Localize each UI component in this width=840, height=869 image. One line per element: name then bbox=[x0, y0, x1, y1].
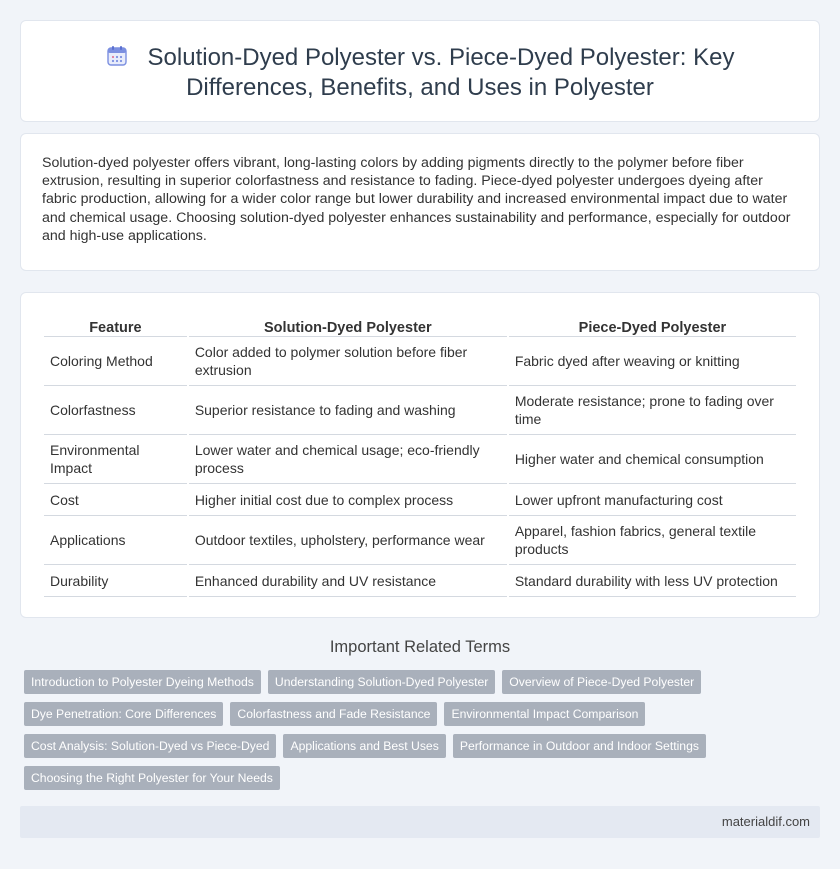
related-terms-list bbox=[24, 670, 804, 798]
tag-row bbox=[24, 670, 804, 702]
related-term-tag[interactable]: Cost Analysis: Solution-Dyed vs Piece-Dyed bbox=[24, 734, 276, 758]
page-title-wrap bbox=[41, 43, 799, 103]
table-row bbox=[44, 337, 796, 386]
table-cell: Outdoor textiles, upholstery, performance wear bbox=[189, 516, 507, 565]
table-cell: Coloring Method bbox=[44, 337, 187, 386]
table-header-solution-dyed: Solution-Dyed Polyester bbox=[189, 313, 507, 337]
related-term-tag[interactable]: Understanding Solution-Dyed Polyester bbox=[268, 670, 495, 694]
table-cell: Cost bbox=[44, 484, 187, 516]
table-cell: Lower water and chemical usage; eco-friendly process bbox=[189, 435, 507, 484]
comparison-table-card bbox=[20, 292, 820, 618]
page-title: Solution-Dyed Polyester vs. Piece-Dyed Polyester: Key Differences, Benefits, and Uses in Polyester bbox=[147, 44, 735, 101]
tag-row bbox=[24, 766, 804, 798]
table-cell: Durability bbox=[44, 565, 187, 597]
table-cell: Higher initial cost due to complex process bbox=[189, 484, 507, 516]
table-cell: Higher water and chemical consumption bbox=[509, 435, 796, 484]
tag-row bbox=[24, 734, 804, 766]
related-term-tag[interactable]: Dye Penetration: Core Differences bbox=[24, 702, 223, 726]
related-term-tag[interactable]: Applications and Best Uses bbox=[283, 734, 445, 758]
table-cell: Color added to polymer solution before fiber extrusion bbox=[189, 337, 507, 386]
related-term-tag[interactable]: Performance in Outdoor and Indoor Settings bbox=[453, 734, 706, 758]
related-term-tag[interactable]: Colorfastness and Fade Resistance bbox=[230, 702, 437, 726]
table-cell: Moderate resistance; prone to fading over time bbox=[509, 386, 796, 435]
table-row bbox=[44, 484, 796, 516]
table-header-row bbox=[44, 313, 796, 337]
intro-paragraph: Solution-dyed polyester offers vibrant, long-lasting colors by adding pigments directly to the polymer before fiber extrusion, resulting in superior colorfastness and resistance to fading. Piece-dyed polyester undergoes dyeing after fabric production, allowing for a wider color range but lower durability and increased environmental impact due to water and chemical usage. Choosing solution-dyed polyester enhances sustainability and performance, especially for outdoor and high-use applications. bbox=[42, 155, 791, 244]
table-row bbox=[44, 435, 796, 484]
table-row bbox=[44, 516, 796, 565]
table-cell: Enhanced durability and UV resistance bbox=[189, 565, 507, 597]
table-cell: Environmental Impact bbox=[44, 435, 187, 484]
tag-row bbox=[24, 702, 804, 734]
table-cell: Standard durability with less UV protection bbox=[509, 565, 796, 597]
related-term-tag[interactable]: Environmental Impact Comparison bbox=[444, 702, 645, 726]
table-header-piece-dyed: Piece-Dyed Polyester bbox=[509, 313, 796, 337]
table-header-feature: Feature bbox=[44, 313, 187, 337]
intro-card bbox=[20, 133, 820, 271]
related-terms-title: Important Related Terms bbox=[329, 638, 511, 656]
table-row bbox=[44, 386, 796, 435]
table-row bbox=[44, 565, 796, 597]
table-cell: Colorfastness bbox=[44, 386, 187, 435]
table-cell: Apparel, fashion fabrics, general textile products bbox=[509, 516, 796, 565]
table-cell: Superior resistance to fading and washing bbox=[189, 386, 507, 435]
footer-site-link[interactable]: materialdif.com bbox=[721, 814, 810, 829]
related-term-tag[interactable]: Overview of Piece-Dyed Polyester bbox=[502, 670, 701, 694]
table-cell: Applications bbox=[44, 516, 187, 565]
comparison-table bbox=[42, 313, 798, 597]
calendar-icon bbox=[106, 45, 128, 67]
table-cell: Lower upfront manufacturing cost bbox=[509, 484, 796, 516]
footer bbox=[20, 806, 820, 838]
header-card bbox=[20, 20, 820, 122]
related-term-tag[interactable]: Choosing the Right Polyester for Your Needs bbox=[24, 766, 280, 790]
table-cell: Fabric dyed after weaving or knitting bbox=[509, 337, 796, 386]
related-term-tag[interactable]: Introduction to Polyester Dyeing Methods bbox=[24, 670, 261, 694]
